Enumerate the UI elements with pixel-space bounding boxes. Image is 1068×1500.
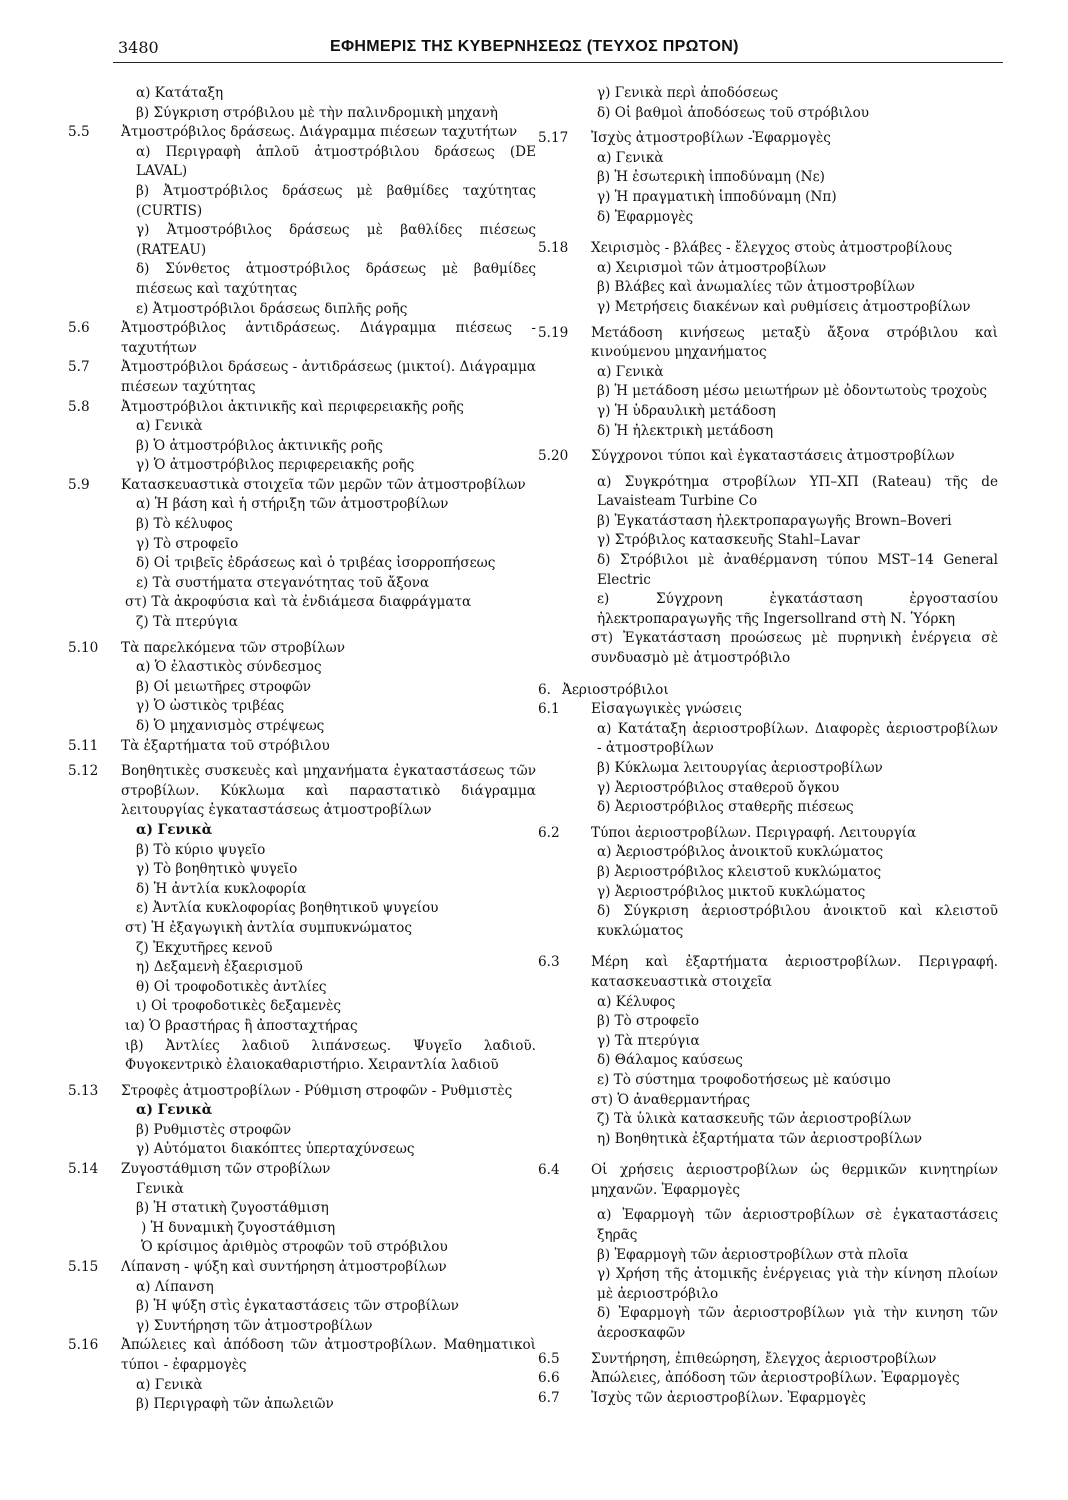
section-5-15 [68,1258,536,1278]
section-5-13 [68,1082,536,1102]
list-item [68,717,536,737]
list-item [68,182,536,221]
section-title: Χειρισμὸς - βλάβες - ἔλεγχος στοὺς ἀτμοστροβίλους [591,240,953,257]
item-text: γ) Στρόβιλος κατασκευῆς Stahl–Lavar [597,532,860,549]
section-number: 5.11 [68,737,99,754]
list-item [68,1395,536,1415]
list-item [68,1238,536,1258]
list-item [68,260,536,299]
section-title: Ἀπώλειες, ἀπόδοση τῶν ἀεριοστροβίλων. Ἐφαρμογὲς [591,1370,960,1387]
section-title: Ἰσχὺς ἀτμοστροβίλων -Ἐφαρμογὲς [591,130,831,147]
section-title: Λίπανση - ψύξη καὶ συντήρηση ἀτμοστροβίλων [121,1259,447,1276]
section-number: 6.5 [538,1350,560,1367]
item-text: γ) Τὸ βοηθητικὸ ψυγεῖο [136,861,298,878]
item-text: δ) Ἐφαρμογὲς [597,208,694,225]
list-item [538,590,998,629]
item-text: α) Γενικὰ [136,1376,203,1393]
section-number: 6.2 [538,824,560,841]
list-item [68,860,536,880]
item-text: γ) Ἡ πραγματικὴ ἱπποδύναμη (Νπ) [597,188,837,205]
section-title: Τύποι ἀεριοστροβίλων. Περιγραφή. Λειτουργία [591,824,917,841]
list-item [68,678,536,698]
list-item [538,798,998,818]
section-number: 5.19 [538,324,569,341]
section-6-1 [538,700,998,720]
item-text: β) Βλάβες καὶ ἀνωμαλίες τῶν ἀτμοστροβίλων [597,279,915,296]
section-5-10 [68,639,536,659]
item-text: β) Τὸ κύριο ψυγεῖο [136,841,266,858]
section-title: Ζυγοστάθμιση τῶν στροβίλων [121,1161,331,1178]
item-text: ε) Σύγχρονη ἐγκατάσταση ἐργοστασίου ἠλεκτροπαραγωγῆς τῆς Ingersollrand στὴ Ν. Ὑόρκη [597,591,998,627]
list-item [68,104,536,124]
item-text: ζ) Τὰ πτερύγια [136,614,238,631]
list-item [68,535,536,555]
list-item [538,759,998,779]
list-item [538,1051,998,1071]
section-title: Συντήρηση, ἐπιθεώρηση, ἔλεγχος ἀεριοστροβίλων [591,1350,937,1367]
section-number: 5.9 [68,476,90,493]
list-item [68,1017,536,1037]
section-number: 5.13 [68,1082,99,1099]
list-item [538,1012,998,1032]
list-item [68,919,536,939]
list-item [538,84,998,104]
item-text: Ὁ κρίσιμος ἀριθμὸς στροφῶν τοῦ στρόβιλου [141,1239,448,1256]
list-item [68,300,536,320]
item-text: δ) Στρόβιλοι μὲ ἀναθέρμανση τύπου MST–14 General Electric [597,552,998,588]
list-item [538,363,998,383]
right-column [538,84,998,1408]
item-text: γ) Ἀτμοστρόβιλος δράσεως μὲ βαθλίδες πιέσεως (RATEAU) [136,222,536,258]
section-5-17 [538,129,998,149]
item-text: α) Γενικὰ [136,821,213,838]
section-5-8 [68,398,536,418]
list-item [68,1376,536,1396]
item-text: η) Βοηθητικὰ ἐξαρτήματα τῶν ἀεριοστροβίλων [597,1130,922,1147]
section-5-7 [68,358,536,397]
list-item [68,821,536,841]
item-text: γ) Μετρήσεις διακένων καὶ ρυθμίσεις ἀτμοστροβίλων [597,298,971,315]
list-item [68,997,536,1017]
list-item [538,720,998,759]
item-text: β) Ρυθμιστὲς στροφῶν [136,1121,292,1138]
item-text: β) Τὸ κέλυφος [136,516,233,533]
list-item [68,221,536,260]
section-title: Ἀτμοστρόβιλος δράσεως. Διάγραμμα πιέσεων ταχυτήτων [121,124,518,141]
item-text: β) Κύκλωμα λειτουργίας ἀεριοστροβίλων [597,760,883,776]
item-text: β) Ἡ ψύξη στὶς ἐγκαταστάσεις τῶν στροβίλων [136,1298,459,1315]
section-number: 6.6 [538,1370,560,1387]
section-5-16 [68,1336,536,1375]
list-item [538,863,998,883]
list-item [68,1199,536,1219]
item-text: ε) Ἀντλία κυκλοφορίας βοηθητικοῦ ψυγείου [136,900,439,917]
item-text: β) Περιγραφὴ τῶν ἀπωλειῶν [136,1396,334,1413]
list-item [538,902,998,941]
section-5-19 [538,324,998,363]
section-title: Τὰ παρελκόμενα τῶν στροβίλων [121,639,345,656]
list-item [68,697,536,717]
left-column [68,84,536,1415]
item-text: β) Ἀτμοστρόβιλος δράσεως μὲ βαθμίδες ταχύτητας (CURTIS) [136,182,536,219]
item-text: β) Ἐφαρμογὴ τῶν ἀεριοστροβίλων στὰ πλοῖα [597,1246,909,1263]
list-item [68,880,536,900]
item-text: α) Ἡ βάση καὶ ἡ στήριξη τῶν ἀτμοστροβίλων [136,496,449,513]
section-number: 5.18 [538,240,569,257]
section-5-9 [68,476,536,496]
list-item [538,188,998,208]
section-number: 5.17 [538,130,569,147]
list-item [68,1037,536,1076]
section-title: Εἰσαγωγικὲς γνώσεις [591,701,742,718]
item-text: γ) Χρήση τῆς ἀτομικῆς ἐνέργειας γιὰ τὴν κίνηση πλοίων μὲ ἀεριοστρόβιλο [597,1266,998,1302]
item-text: στ) Τὰ ἀκροφύσια καὶ τὰ ἐνδιάμεσα διαφράγματα [125,594,472,611]
list-item [538,531,998,551]
item-text: α) Λίπανση [136,1278,214,1295]
list-item [538,1071,998,1091]
section-title: Μετάδοση κινήσεως μεταξὺ ἄξονα στρόβιλου καὶ κινούμενου μηχανήματος [591,324,998,361]
list-item [538,259,998,279]
section-5-6 [68,319,536,358]
item-text: α) Γενικὰ [136,1102,213,1119]
section-5-14 [68,1160,536,1180]
list-item [68,574,536,594]
list-item [68,658,536,678]
list-item [538,1091,998,1111]
item-text: β) Σύγκριση στρόβιλου μὲ τὴν παλινδρομικὴ μηχανὴ [136,104,498,121]
list-item [68,1180,536,1200]
item-text: δ) Ἀεριοστρόβιλος σταθερῆς πιέσεως [597,799,854,816]
list-item [68,1219,536,1239]
list-item [538,422,998,442]
list-item [68,1121,536,1141]
list-item [68,515,536,535]
item-text: α) Ὁ ἐλαστικὸς σύνδεσμος [136,659,322,676]
section-title: Ἀεριοστρόβιλοι [562,681,669,698]
item-text: ι) Οἱ τροφοδοτικὲς δεξαμενὲς [136,998,342,1015]
list-item [538,993,998,1013]
item-text: η) Δεξαμενὴ ἐξαερισμοῦ [136,959,303,976]
section-title: Οἱ χρήσεις ἀεριοστροβίλων ὡς θερμικῶν κινητηρίων μηχανῶν. Ἐφαρμογὲς [591,1162,998,1198]
section-5-20 [538,447,998,467]
item-text: α) Κατάταξη ἀεριοστροβίλων. Διαφορὲς ἀεριοστροβίλων - ἀτμοστροβίλων [597,720,998,757]
section-number: 5.7 [68,359,90,376]
item-text: β) Ἐγκατάσταση ἠλεκτροπαραγωγῆς Brown–Boveri [597,512,952,529]
item-text: γ) Ἀεριοστρόβιλος μικτοῦ κυκλώματος [597,883,866,900]
item-text: α) Κέλυφος [597,993,676,1010]
list-item [68,1101,536,1121]
section-6-2 [538,824,998,844]
section-title: Σύγχρονοι τύποι καὶ ἐγκαταστάσεις ἀτμοστροβίλων [591,448,955,465]
list-item [538,1246,998,1266]
item-text: δ) Ὁ μηχανισμὸς στρέψεως [136,718,325,734]
item-text: α) Ἐφαρμογὴ τῶν ἀεριοστροβίλων σὲ ἐγκαταστάσεις ξηρᾶς [597,1207,998,1244]
item-text: α) Ἀεριοστρόβιλος ἀνοικτοῦ κυκλώματος [597,844,884,861]
item-text: ζ) Τὰ ὑλικὰ κατασκευῆς τῶν ἀεριοστροβίλων [597,1111,912,1128]
item-text: ε) Τὸ σύστημα τροφοδοτήσεως μὲ καύσιμο [597,1071,891,1088]
section-6-3 [538,953,998,992]
list-item [538,512,998,532]
list-item [538,1304,998,1343]
item-text: ε) Τὰ συστήματα στεγανότητας τοῦ ἄξονα [136,574,430,591]
item-text: β) Ὁ ἀτμοστρόβιλος ἀκτινικῆς ροῆς [136,437,383,454]
list-item [68,841,536,861]
header-rule [113,62,1003,63]
item-text: δ) Ἡ ἀντλία κυκλοφορία [136,880,307,897]
list-item [538,843,998,863]
section-title: Βοηθητικὲς συσκευὲς καὶ μηχανήματα ἐγκαταστάσεως τῶν στροβίλων. Κύκλωμα καὶ παραστατικὸ διάγραμμα λειτουργίας ἐγκαταστάσεως ἀτμοστροβίλων [121,763,536,819]
list-item [68,554,536,574]
item-text: ζ) Ἐκχυτῆρες κενοῦ [136,939,273,956]
list-item [68,437,536,457]
item-text: β) Ἡ στατικὴ ζυγοστάθμιση [136,1200,329,1217]
section-number: 5.16 [68,1337,99,1354]
item-text: γ) Ὁ ἀτμοστρόβιλος περιφερειακῆς ροῆς [136,457,415,474]
page-number: 3480 [118,38,159,57]
section-number: 5.6 [68,320,90,337]
list-item [68,1297,536,1317]
section-number: 5.15 [68,1259,99,1276]
list-item [538,1130,998,1150]
item-text: δ) Σύγκριση ἀεριοστρόβιλου ἀνοικτοῦ καὶ κλειστοῦ κυκλώματος [597,903,998,939]
list-item [538,1110,998,1130]
item-text: β) Τὸ στροφεῖο [597,1013,700,1030]
item-text: Γενικὰ [136,1180,184,1197]
item-text: δ) Οἱ βαθμοὶ ἀποδόσεως τοῦ στρόβιλου [597,104,870,121]
list-item [68,1140,536,1160]
item-text: γ) Ἀεριοστρόβιλος σταθεροῦ ὄγκου [597,779,840,796]
list-item [538,298,998,318]
section-number: 6.7 [538,1389,560,1406]
list-item [538,149,998,169]
section-6-4 [538,1161,998,1200]
section-title: Ἀτμοστρόβιλος ἀντιδράσεως. Διάγραμμα πιέσεως - ταχυτήτων [121,320,536,356]
list-item [68,899,536,919]
list-item [538,883,998,903]
list-item [68,593,536,613]
item-text: δ) Θάλαμος καύσεως [597,1052,743,1069]
section-number: 6.1 [538,701,560,718]
list-item [68,417,536,437]
section-6-6 [538,1369,998,1389]
item-text: θ) Οἱ τροφοδοτικὲς ἀντλίες [136,978,327,995]
item-text: δ) Σύνθετος ἀτμοστρόβιλος δράσεως μὲ βαθμίδες πιέσεως καὶ ταχύτητας [136,261,536,297]
section-number: 5.5 [68,124,90,141]
item-text: ) Ἡ δυναμικὴ ζυγοστάθμιση [141,1219,336,1236]
item-text: γ) Τὰ πτερύγια [597,1032,700,1049]
item-text: α) Περιγραφὴ ἁπλοῦ ἀτμοστρόβιλου δράσεως (DE LAVAL) [136,143,536,180]
list-item [68,978,536,998]
section-title: Ἀτμοστρόβιλοι δράσεως - ἀντιδράσεως (μικτοί). Διάγραμμα πιέσεων ταχύτητας [121,359,536,395]
item-text: β) Ἡ μετάδοση μέσω μειωτήρων μὲ ὀδοντωτοὺς τροχοὺς [597,383,987,400]
item-text: β) Οἱ μειωτῆρες στροφῶν [136,678,312,695]
section-number: 5.14 [68,1161,99,1178]
list-item [68,939,536,959]
section-5-12 [68,762,536,821]
list-item [538,402,998,422]
item-text: α) Κατάταξη [136,85,224,101]
section-6 [538,681,998,701]
section-title: Στροφὲς ἀτμοστροβίλων - Ρύθμιση στροφῶν - Ρυθμιστὲς [121,1082,513,1099]
item-text: γ) Ὁ ὠστικὸς τριβέας [136,698,285,715]
list-item [68,958,536,978]
item-text: β) Ἀεριοστρόβιλος κλειστοῦ κυκλώματος [597,863,882,880]
item-text: γ) Τὸ στροφεῖο [136,535,239,552]
section-title: Μέρη καὶ ἐξαρτήματα ἀεριοστροβίλων. Περιγραφή. κατασκευαστικὰ στοιχεῖα [591,954,998,990]
list-item [538,168,998,188]
item-text: γ) Συντήρηση τῶν ἀτμοστροβίλων [136,1317,373,1334]
list-item [68,1278,536,1298]
item-text: στ) Ὁ ἀναθερμαντήρας [591,1091,750,1108]
list-item [538,382,998,402]
item-text: ε) Ἀτμοστρόβιλοι δράσεως διπλῆς ροῆς [136,300,408,317]
list-item [68,495,536,515]
item-text: α) Γενικὰ [597,363,664,380]
list-item [538,779,998,799]
section-6-5 [538,1350,998,1370]
section-title: Ἀτμοστρόβιλοι ἀκτινικῆς καὶ περιφερειακῆς ροῆς [121,398,464,415]
section-number: 5.12 [68,763,99,780]
list-item [68,1317,536,1337]
item-text: β) Ἡ ἐσωτερικὴ ἱπποδύναμη (Νε) [597,169,825,186]
item-text: στ) Ἐγκατάσταση προώσεως μὲ πυρηνικὴ ἐνέργεια σὲ συνδυασμὸ μὲ ἀτμοστρόβιλο [591,630,998,667]
item-text: α) Γενικὰ [597,149,664,166]
list-item [538,1206,998,1245]
list-item [68,456,536,476]
section-title: Ἀπώλειες καὶ ἀπόδοση τῶν ἀτμοστροβίλων. Μαθηματικοὶ τύποι - ἐφαρμογὲς [121,1337,536,1373]
running-header-title: ΕΦΗΜΕΡΙΣ ΤΗΣ ΚΥΒΕΡΝΗΣΕΩΣ (ΤΕΥΧΟΣ ΠΡΩΤΟΝ) [330,38,739,55]
section-5-11 [68,737,536,757]
item-text: α) Γενικὰ [136,418,203,435]
item-text: στ) Ἡ ἐξαγωγικὴ ἀντλία συμπυκνώματος [125,919,412,936]
section-number: 6.4 [538,1162,560,1179]
list-item [538,208,998,228]
section-number: 5.20 [538,448,569,465]
item-text: γ) Ἡ ὑδραυλικὴ μετάδοση [597,402,776,419]
list-item [68,143,536,182]
item-text: γ) Αὐτόματοι διακόπτες ὑπερταχύνσεως [136,1141,415,1158]
list-item [538,473,998,512]
item-text: ια) Ὁ βραστήρας ἢ ἀποσταχτήρας [125,1017,358,1034]
list-item [68,613,536,633]
list-item [538,1265,998,1304]
list-item [538,629,998,668]
list-item [538,104,998,124]
item-text: α) Συγκρότημα στροβίλων ΥΠ–ΧΠ (Rateau) τῆς de Lavaisteam Turbine Co [597,473,998,510]
list-item [538,1032,998,1052]
section-title: Τὰ ἐξαρτήματα τοῦ στρόβιλου [121,737,330,754]
list-item [538,278,998,298]
section-6-7 [538,1389,998,1409]
section-title: Ἰσχὺς τῶν ἀεριοστροβίλων. Ἐφαρμογὲς [591,1389,866,1406]
item-text: δ) Ἡ ἠλεκτρικὴ μετάδοση [597,422,774,439]
section-number: 5.10 [68,639,99,656]
section-5-5 [68,123,536,143]
section-number: 6.3 [538,954,560,971]
section-5-18 [538,239,998,259]
item-text: ιβ) Ἀντλίες λαδιοῦ λιπάνσεως. Ψυγεῖο λαδιοῦ. Φυγοκεντρικὸ ἐλαιοκαθαριστήριο. Χειραντλία λαδιοῦ [125,1037,536,1074]
item-text: δ) Ἐφαρμογὴ τῶν ἀεριοστροβίλων γιὰ τὴν κινηση τῶν ἀεροσκαφῶν [597,1305,998,1342]
item-text: α) Χειρισμοὶ τῶν ἀτμοστροβίλων [597,259,827,276]
section-title: Κατασκευαστικὰ στοιχεῖα τῶν μερῶν τῶν ἀτμοστροβίλων [121,476,526,493]
item-text: δ) Οἱ τριβεῖς ἐδράσεως καὶ ὁ τριβέας ἰσορροπήσεως [136,555,496,572]
list-item [538,551,998,590]
item-text: γ) Γενικὰ περὶ ἀποδόσεως [597,85,779,101]
list-item [68,84,536,104]
section-number: 5.8 [68,398,90,415]
section-number: 6. [538,681,551,698]
